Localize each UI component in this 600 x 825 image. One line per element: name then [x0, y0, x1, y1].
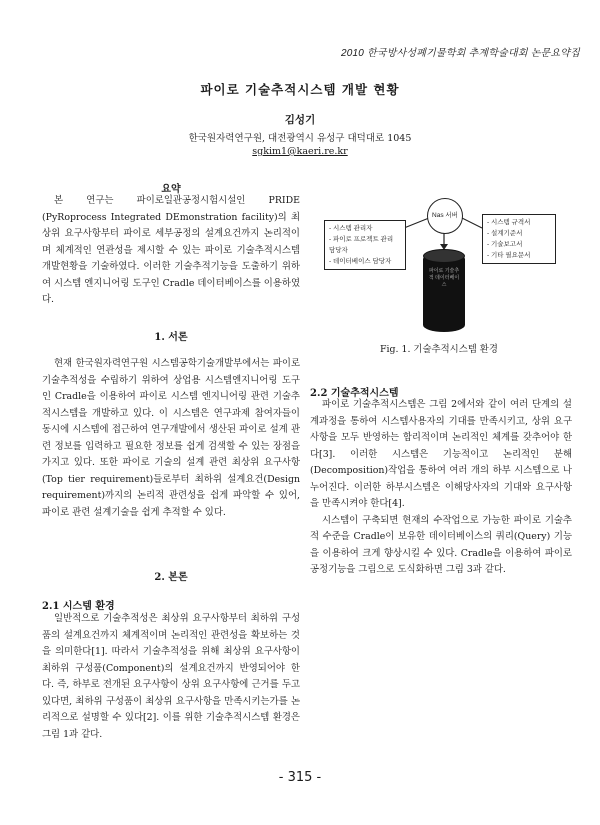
author-affiliation: 한국원자력연구원, 대전광역시 유성구 대덕대로 1045	[188, 133, 412, 144]
conference-header: 2010 한국방사성폐기물학회 추계학술대회 논문요약집	[340, 48, 580, 59]
page-number: - 315 -	[278, 770, 322, 785]
figure-1-diagram	[322, 190, 562, 335]
body-heading: 2. 본론	[154, 572, 188, 583]
subsection-2-2-text: 파이로 기술추적시스템은 그림 2에서와 같이 여러 단계의 설계과정을 통하여 시스템사용자의 기대를 만족시키고, 상위 요구사항을 모두 반영하는 합리적이며 논리적인 체계를 갖추어야 한다[3]. 이러한 시스템은 기능적이고 논리적인 분해(Decomposition)작업을 통하여 여러 개의 하부 시스템으로 나누어진다. 이러한 하부시스템은 이해당사자의 기대와 요구사항을 만족시켜야 한다[4]. 시스템이 구축되면 현재의 수작업으로 가능한 파이로 기술추적 수준을 Cradle이 보유한 데이터베이스의 쿼리(Query) 기능을 이용하여 크게 향상시킬 수 있다. Cradle을 이용하여 파이로 공정기능을 그림으로 도식화하면 그림 3과 같다.	[310, 399, 572, 575]
abstract-text: 본 연구는 파이로일관공정시험시설인 PRIDE (PyRoprocess Integrated DEmonstration facility)의 최상위 요구사항부터 파이로 세부공정의 설계요건까지 논리적이며 체계적인 연관성을 제시할 수 있는 파이로 기술추적시스템 개발현황을 기술하였다. 이러한 기술추적기능을 도출하기 위하여 시스템 엔지니어링 도구인 Cradle 데이터베이스를 이용하였다.	[42, 195, 300, 305]
users-box: - 시스템 관리자 - 파이로 프로젝트 관리 담당자 - 데이터베이스 담당자	[324, 220, 406, 270]
subsection-2-1-heading: 2.1 시스템 환경	[42, 601, 115, 612]
database-icon	[423, 252, 465, 332]
abstract-heading: 요약	[161, 184, 181, 195]
intro-heading: 1. 서론	[154, 332, 188, 343]
subsection-2-1-text: 일반적으로 기술추적성은 최상위 요구사항부터 최하위 구성품의 설계요건까지 체계적이며 논리적인 관련성을 확보하는 것을 의미한다[1]. 따라서 기술추적성을 위해 최상위 요구사항이 최하위 구성품(Component)의 설계요건까지 반영되어야 한다. 즉, 하부로 전개된 요구사항이 상위 요구사항에 근거를 두고 있다면, 최하위 구성품이 최상위 요구사항을 만족시키는가를 논리적으로 설명할 수 있다[2]. 이를 위한 기술추적시스템 환경은 그림 1과 같다.	[42, 613, 300, 740]
documents-box: - 시스템 규격서 - 설계기준서 - 기술보고서 - 기타 필요문서	[482, 214, 556, 264]
database-cylinder-top	[423, 249, 465, 263]
paper-title: 파이로 기술추적시스템 개발 현황	[200, 82, 400, 97]
intro-text: 현재 한국원자력연구원 시스템공학기술개발부에서는 파이로 기술추적성을 수립하기 위하여 상업용 시스템엔지니어링 도구인 Cradle을 이용하여 파이로 시스템 엔지니어링 관련 기술추적시스템을 개발하고 있다. 이 시스템은 연구과제 참여자들이 동시에 시스템에 접근하여 연구개발에서 생산된 파이로 설계 관련 정보를 입력하고 필요한 정보를 쉽게 검색할 수 있는 장점을 가지고 있다. 또한 파이로 기술의 설계 관련 최상위 요구사항(Top tier requirement)들로부터 최하위 설계요건(Design requirement)까지의 논리적 관련성을 쉽게 파악할 수 있어, 파이로 관련 설계기술을 쉽게 추적할 수 있다.	[42, 358, 300, 518]
database-label: 파이로 기술추적 데이터베이스	[428, 268, 460, 288]
subsection-2-2-heading: 2.2 기술추적시스템	[310, 388, 399, 399]
nas-server-icon: Nas 서버	[427, 198, 463, 234]
figure-1-caption: Fig. 1. 기술추적시스템 환경	[380, 344, 498, 355]
author-name: 김성기	[284, 114, 316, 126]
author-email[interactable]: sgkim1@kaeri.re.kr	[252, 146, 348, 157]
